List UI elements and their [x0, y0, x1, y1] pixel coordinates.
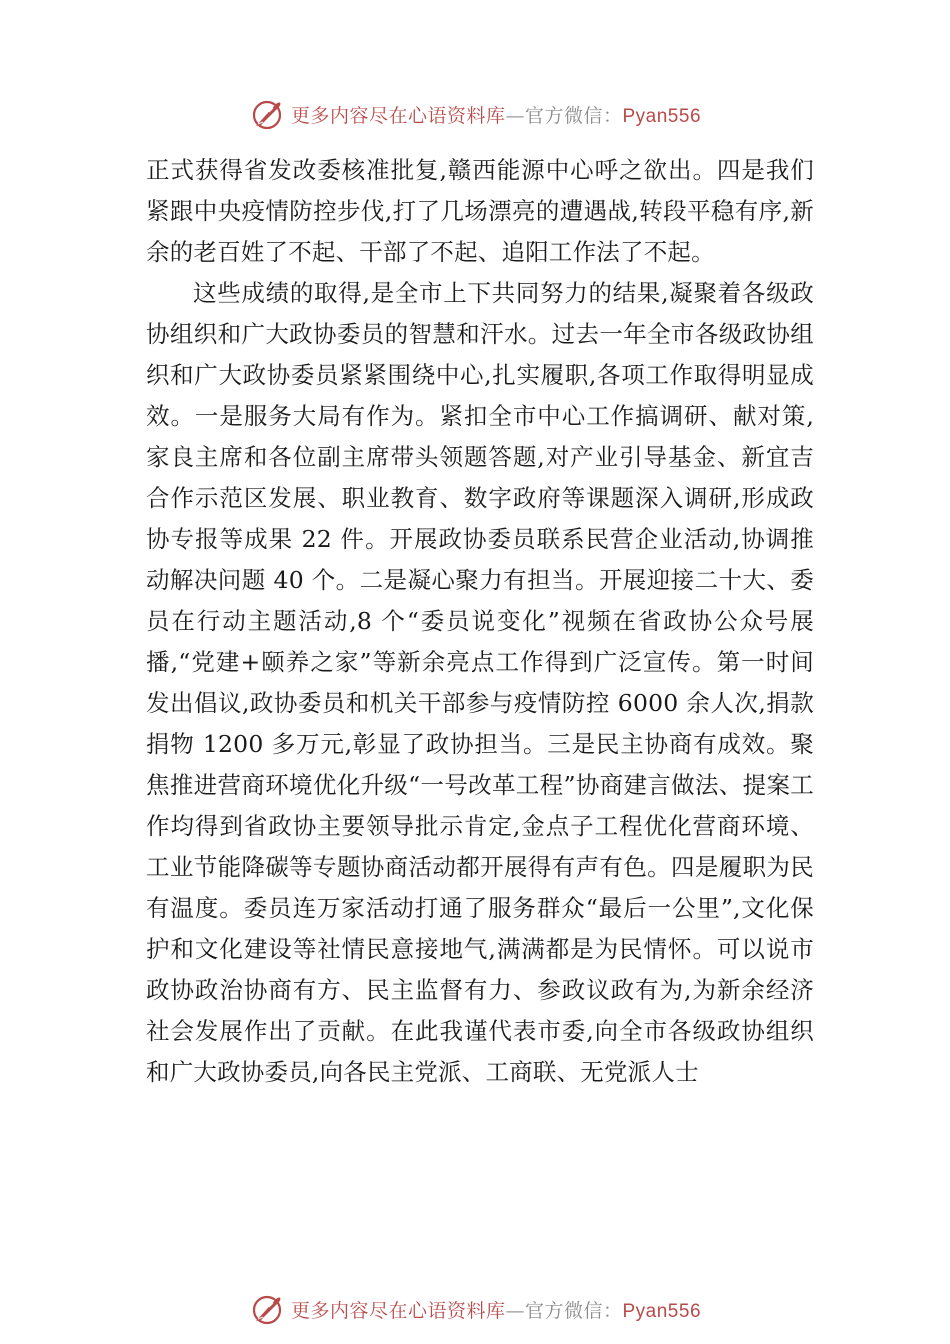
paragraph: 这些成绩的取得,是全市上下共同努力的结果,凝聚着各级政协组织和广大政协委员的智慧和汗水。过去一年全市各级政协组织和广大政协委员紧紧围绕中心,扎实履职,各项工作取得明显成效。一是服务大局有作为。紧扣全市中心工作搞调研、献对策,家良主席和各位副主席带头领题答题,对产业引导基金、新宜吉合作示范区发展、职业教育、数字政府等课题深入调研,形成政协专报等成果 22 件。开展政协委员联系民营企业活动,协调推动解决问题 40 个。二是凝心聚力有担当。开展迎接二十大、委员在行动主题活动,8 个“委员说变化”视频在省政协公众号展播,“党建+颐养之家”等新余亮点工作得到广泛宣传。第一时间发出倡议,政协委员和机关干部参与疫情防控 6000 余人次,捐款捐物 1200 多万元,彰显了政协担当。三是民主协商有成效。聚焦推进营商环境优化升级“一号改革工程”协商建言做法、提案工作均得到省政协主要领导批示肯定,金点子工程优化营商环境、工业节能降碳等专题协商活动都开展得有声有色。四是履职为民有温度。委员连万家活动打通了服务群众“最后一公里”,文化保护和文化建设等社情民意接地气,满满都是为民情怀。可以说市政协政治协商有方、民主监督有力、参政议政有为,为新余经济社会发展作出了贡献。在此我谨代表市委,向全市各级政协组织和广大政协委员,向各民主党派、工商联、无党派人士: [146, 279, 814, 1086]
banner-wechat-label: 官方微信：: [524, 1299, 623, 1322]
banner-brand: 更多内容尽在心语资料库: [290, 104, 506, 127]
quill-pen-circle-icon: [249, 96, 285, 132]
footer-watermark-banner: [0, 1289, 950, 1329]
quill-pen-circle-icon: [249, 1291, 285, 1327]
banner-separator: —: [505, 104, 525, 127]
banner-account: Pyan556: [622, 1300, 702, 1322]
banner-brand: 更多内容尽在心语资料库: [290, 1299, 506, 1322]
paragraph-continuation: 正式获得省发改委核准批复,赣西能源中心呼之欲出。四是我们紧跟中央疫情防控步伐,打了几场漂亮的遭遇战,转段平稳有序,新余的老百姓了不起、干部了不起、追阳工作法了不起。: [146, 156, 814, 266]
banner-account: Pyan556: [622, 105, 702, 127]
banner-separator: —: [505, 1299, 525, 1322]
header-watermark-banner: [0, 94, 950, 134]
banner-wechat-label: 官方微信：: [524, 104, 623, 127]
document-body: [146, 150, 814, 1093]
